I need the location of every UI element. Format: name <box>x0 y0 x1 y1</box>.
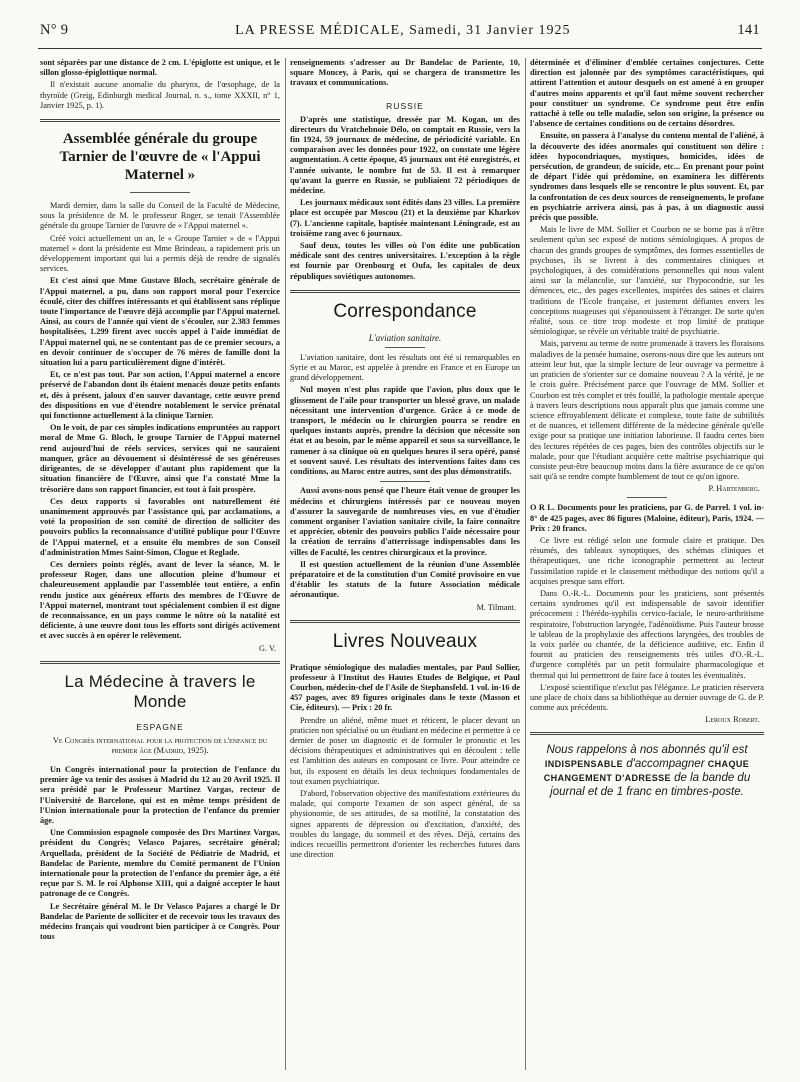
separator <box>385 347 425 348</box>
notice-emphasis: INDISPENSABLE <box>544 759 624 770</box>
paragraph: Prendre un aliéné, même muet et réticent, le placer devant un praticien non spécialisé ou un étudiant en médecine et permettre à ce dernier de poser un diagnostic et de formuler le pronostic et les décisions thérapeutiques et administratives qui en découlent : telle est l'ambition des auteurs en composant ce livre. Pour atteindre ce but, ils exposent en détails les deux techniques fondamentales de tout examen psychiatrique. <box>290 715 520 786</box>
paragraph: Ce livre est rédigé selon une formule claire et pratique. Des résumés, des tableaux synoptiques, des schémas cliniques et thérapeutiques, une riche iconographie permettent au lecteur l'assimilation rapide et le classement méthodique des notions qu'il a acquises presque sans effort. <box>530 535 764 586</box>
paragraph: Un Congrès international pour la protection de l'enfance du premier âge va tenir des assises à Madrid du 12 au 20 Avril 1925. Il sera présidé par le Professeur Martinez Vargas, recteur de l'Université de Barcelone, qui est en même temps président de l'Union internationale pour la protection de l'enfance du premier âge. <box>40 764 280 825</box>
separator <box>627 497 667 498</box>
paragraph: renseignements s'adresser au Dr Bandelac de Pariente, 10, square Moncey, à Paris, qui se chargera de transmettre les travaux et communications. <box>290 58 520 88</box>
paragraph: L'exposé scientifique n'exclut pas l'élégance. Le praticien réservera une place de choix dans sa bibliothèque au dernier ouvrage de G. de P. comme aux précédents. <box>530 682 764 713</box>
paragraph: Et c'est ainsi que Mme Gustave Bloch, secrétaire générale de l'Appui maternel, a pu, dans son rapport moral pour l'exercice écoulé, citer des chiffres intéressants et qui établissent sans réplique toute l'importance de l'œuvre déjà accomplie par l'Appui maternel. Ainsi, au cours de l'année qui vient de s'écouler, sur 2.383 femmes hospitalisées, 1.299 firent avec succès appel à l'aide immédiat de l'Appui maternel qui, ne se contentant pas de ce premier secours, a en devoir continuer de s'occuper de 76 mères de famille dont la situation lui a paru particulièrement digne d'intérêt. <box>40 276 280 368</box>
paragraph: Ensuite, on passera à l'analyse du contenu mental de l'aliéné, à la découverte des idées anormales qui constituent son délire : idées hypocondriaques, mystiques, homicides, idées de persécution, de grandeur, de suicide, etc... En prenant pour point de départ l'idée qui prédomine, on examinera les différents syndromes dans lesquels elle se rencontre le plus souvent. Et, par la confrontation de ces deux sources de renseignements, le profane en psychiatrie arrivera ainsi, pas à pas, à un diagnostic aussi précis que possible. <box>530 131 764 223</box>
paragraph: Il est question actuellement de la réunion d'une Assemblée préparatoire et de la constitution d'un Comité provisoire en vue d'établir les statuts de la future Association médicale aéronautique. <box>290 559 520 600</box>
separator <box>380 481 430 482</box>
column-1 <box>40 58 280 1070</box>
article-heading: Assemblée générale du groupe Tarnier de l'œuvre de « l'Appui Maternel » <box>59 131 261 184</box>
paragraph: Dans O.-R.-L. Documents pour les praticiens, sont présentés certains syndromes qu'il est indispensable de savoir identifier précocement : l'hérédo-syphilis cervico-faciale, le neuro-arthritisme respiratoire, l'obstruction laryngée, l'adénoïdisme. Puis l'auteur brosse le tableau de la prophylaxie des affections laryngées, des troubles de la voix parlée ou chantée, de la déficience auditive, etc. Enfin il fournit au praticien des renseignements très utiles d'O.-R.-L. d'urgence complétés par un petit formulaire pharmacologique et thermal qui lui permettront de faire face à toutes les éventualités. <box>530 588 764 680</box>
paragraph: Créé voici actuellement un an, le « Groupe Tarnier » de « l'Appui maternel » dont la présidente est Mme Brindeau, a rapidement pris un développement important qui lui a permis déjà de rendre de signalés services. <box>40 233 280 274</box>
signature: G. V. <box>259 643 276 653</box>
notice-emphasis: CHAQUE CHANGEMENT D'ADRESSE <box>543 759 750 784</box>
section-heading: Correspondance <box>333 300 477 322</box>
separator <box>290 620 520 623</box>
paragraph: Aussi avons-nous pensé que l'heure était venue de grouper les médecins et chirurgiens intéressés par ce nouveau moyen d'assurer la sauvegarde de nombreuses vies, en vue d'étudier comment organiser l'aviation sanitaire civile, la faire connaître et apprécier, obtenir des pouvoirs publics l'aide nécessaire pour la création de terrains d'atterrissage indispensables dans les villes de Faculté, les centres chirurgicaux et la province. <box>290 486 520 557</box>
paragraph: Une Commission espagnole composée des Drs Martinez Vargas, président du Congrès; Velasco Pajares, secrétaire général; Arquellada, président de la Société de Pédiatrie de Madrid, et Bandelac de Pariente, membre du Comité permanent de l'Union internationale pour la protection de l'enfance du premier âge, a été reçue par S. M. le roi Alphonse XIII, qui a daigné accepter le haut patronage de ce Congrès. <box>40 828 280 899</box>
country-subheading: ESPAGNE <box>136 721 184 732</box>
header-rule <box>38 48 762 49</box>
page-number: 141 <box>737 22 760 38</box>
section-heading: Livres Nouveaux <box>332 630 478 652</box>
separator <box>140 759 180 760</box>
paragraph: Nul moyen n'est plus rapide que l'avion, plus doux que le glissement de l'aile pour transporter un blessé grave, un malade nécessitant une intervention d'urgence. Grâce à ce mode de transport, le médecin ou le chirurgien pourra se rendre en quelques instants auprès, prendre la décision que nécessite son état et au besoin, par le même appareil et sous sa surveillance, le ramener à sa clinique où en quelques heures il sera opéré, pansé et souvent sauvé. Les résultats des interventions faites dans ces conditions, au Maroc entre autres, sont des plus démonstratifs. <box>290 385 520 477</box>
paragraph: sont séparées par une distance de 2 cm. L'épiglotte est unique, et le sillon glosso-épiglottique normal. <box>40 58 280 78</box>
subscriber-notice <box>530 743 764 799</box>
paragraph: D'après une statistique, dressée par M. Kogan, un des directeurs du Vratchebnoie Délo, on comptait en Russie, vers la fin 1924, 59 journaux de médecine, de périodicité variable. En comparaison avec les données pour 1922, on constate une légère augmentation. A cette époque, 45 journaux ont été enregistrés, et l'année suivante, le nombre fut de 53. Il est à remarquer qu'avant la guerre en Russie, se publiaient 72 périodiques de médecine. <box>290 114 520 196</box>
paragraph: Sauf deux, toutes les villes où l'on édite une publication médicale sont des centres universitaires. L'exception à la règle est fournie par Orenbourg et Oufa, les capitales de deux républiques soviétiques autonomes. <box>290 241 520 281</box>
column-divider <box>285 58 286 1070</box>
notice-text: de la bande du journal et de 1 franc en timbres-poste. <box>550 772 751 799</box>
article-subheading: L'aviation sanitaire. <box>368 332 442 343</box>
separator <box>40 661 280 664</box>
paragraph: Il n'existait aucune anomalie du pharynx, de l'œsophage, de la thyroïde (Greig, Edinburgh medical Journal, n. s., tome XXXII, n° 1, Janvier 1925, p. 1). <box>40 80 280 110</box>
paragraph: Ces derniers points réglés, avant de lever la séance, M. le professeur Roger, dans une allocution pleine d'humour et chaleureusement applaudie par l'assemblée tout entière, a enfin rendu justice aux généreux efforts des membres de l'Œuvre de l'Appui maternel, montrant tout spécialement combien il est digne de reconnaissance, en un pays comme le nôtre où la natalité est déficiente, à une œuvre dont tous les efforts sont dirigés activement et avec succès à en opérer le relèvement. <box>40 559 280 641</box>
paragraph: déterminée et d'éliminer d'emblée certaines conjectures. Cette direction est jalonnée par des symptômes caractéristiques, qui attirent l'attention et autour desquels on est amené à en grouper d'autres moins apparents et qu'il faut même souvent rechercher pour constituer un syndrome. Ce syndrome peut être enfin rattaché à telle ou telle maladie, selon son origine, la présence ou l'absence de certaines conditions ou de certains désordres. <box>530 58 764 129</box>
paragraph: D'abord, l'observation objective des manifestations extérieures du malade, qui comporte l'examen de son aspect général, de sa physionomie, de ses attitudes, de sa motilité, la constatation des signes apparents de dépression ou d'excitation, d'anxiété, des troubles du langage, du sommeil et des rêves. Déjà, certains des indices recueillis permettront d'orienter les recherches futures dans une direction <box>290 788 520 860</box>
signature: Leroux Robert. <box>705 715 760 725</box>
column-2 <box>290 58 520 1070</box>
book-reference: Pratique sémiologique des maladies mentales, par Paul Sollier, professeur à l'Institut des Hautes Etudes de Belgique, et Paul Courbon, médecin-chef de l'Asile de Stephansfeld. 1 vol. in-16 de 457 pages, avec 89 figures originales dans le texte (Masson et Cie, éditeurs). — Prix : 20 fr. <box>290 662 520 713</box>
country-subheading: RUSSIE <box>386 100 424 111</box>
notice-text: Nous rappelons à nos abonnés qu'il est <box>546 744 748 757</box>
paragraph: Et, ce n'est pas tout. Par son action, l'Appui maternel a encore préservé de l'abandon dont ils étaient menacés douze petits enfants et, dès à présent, jaloux d'en sauver davantage, cette œuvre prend des dispositions en vue d'étendre notablement le service prénatal qui fonctionne actuellement à la clinique Tarnier. <box>40 370 280 421</box>
paragraph: Mardi dernier, dans la salle du Conseil de la Faculté de Médecine, sous la présidence de M. le professeur Roger, se tenait l'Assemblée générale du groupe Tarnier de l'œuvre de « l'Appui maternel ». <box>40 201 280 231</box>
paragraph: Mais, parvenu au terme de notre promenade à travers les floraisons maladives de la pensée humaine, oserons-nous dire que les auteurs ont atteint leur but, que la simple lecture de leur ouvrage va permettre à un praticien de s'orienter sur ce domaine nouveau ? A la vérité, je ne le crois guère. Précisément parce que l'ouvrage de MM. Sollier et Courbon est très complet et très fouillé, la pathologie mentale aperçue à travers leurs descriptions nous apparaît plus que jamais comme une science effroyablement délicate et complexe, toute faite de subtilités et de nuances, et tellement différente de la médecine générale qu'elle exige pour sa pratique une initiation laborieuse. Il faudra certes bien des lectures répétées de ces pages, bien des contrôles objectifs sur le malade, pour que l'étudiant acquière cette maîtrise psychiatrique qui consiste peut-être beaucoup moins dans la fière assurance de ce qu'on sait qu'à se rendre compte humblement de tout ce qu'on ignore. <box>530 339 764 482</box>
notice-text: d'accompagner <box>626 758 705 771</box>
separator <box>130 192 190 193</box>
section-heading: La Médecine à travers le Monde <box>64 671 256 711</box>
signature: P. Hartenberg. <box>708 484 760 494</box>
paragraph: Ces deux rapports si favorables ont naturellement été unanimement approuvés par l'assistance qui, par acclamations, a voté la proposition de son comité de direction de solliciter des pouvoirs publics la reconnaissance d'utilité publique pour l'Œuvre de l'Appui maternel, et a ensuite élu membres de son Conseil d'administration Mmes Saint-Simon, Clogue et Reglade. <box>40 496 280 557</box>
paragraph: Mais le livre de MM. Sollier et Courbon ne se borne pas à n'être seulement qu'un sec exposé de notions sémiologiques. A propos de chacun des grands groupes de symptômes, des formes essentielles de psychoses, ils se livrent à des commentaires cliniques et psychologiques, à des considérations personnelles qui nous valent ainsi sur la mélancolie, sur l'anxiété, sur l'hypocondrie, sur les démences, etc., des pages excellentes, inspirées des saines et claires traditions de l'Ecole française, et justement défiantes envers les conceptions nuageuses qui s'épanouissent à l'étranger. De sorte qu'en réalité, sous ce titre trop modeste et trop limité de pratique sémiologique, se révèle un véritable traité de psychiatrie. <box>530 225 764 337</box>
book-reference: O R L. Documents pour les praticiens, par G. de Parrel. 1 vol. in-8° de 425 pages, avec 86 figures (Maloine, éditeur), Paris, 1924. — Prix : 20 francs. <box>530 503 764 533</box>
paragraph: Les journaux médicaux sont édités dans 23 villes. La première place est occupée par Moscou (21) et la deuxième par Kharkov (7). L'ancienne capitale, baptisée maintenant Léningrade, est au troisième rang avec 6 journaux. <box>290 198 520 238</box>
journal-title: LA PRESSE MÉDICALE, Samedi, 31 Janvier 1925 <box>235 23 571 38</box>
page-header <box>40 22 760 44</box>
column-divider <box>525 58 526 1070</box>
separator <box>530 732 764 735</box>
paragraph: Le Secrétaire général M. le Dr Velasco Pajares a chargé le Dr Bandelac de Pariente de solliciter et de recevoir tous les travaux des médecins français qui voudront bien participer à ce Congrès. Pour tous <box>40 901 280 942</box>
column-3 <box>530 58 764 1070</box>
paragraph: On le voit, de par ces simples indications empruntées au rapport moral de Mme G. Bloch, le groupe Tarnier de l'Appui maternel rend aujourd'hui de réels services, services qui ne sauraient manquer, grâce au dévouement si désintéressé de ses généreuses dirigeantes, de se développer d'autant plus rapidement que la situation financière de l'Œuvre, ainsi que l'a constaté Mme la trésorière dans son rapport financier, est tout à fait prospère. <box>40 423 280 494</box>
paragraph: L'aviation sanitaire, dont les résultats ont été si remarquables en Syrie et au Maroc, est appelée à prendre en France et en Europe un grand développement. <box>290 352 520 383</box>
congress-title: Ve Congrès international pour la protection de l'enfance du premier âge (Madrid, 1925). <box>52 735 268 755</box>
separator <box>290 290 520 293</box>
signature: M. Tilmant. <box>476 602 516 612</box>
separator <box>40 119 280 122</box>
issue-number: N° 9 <box>40 22 69 38</box>
